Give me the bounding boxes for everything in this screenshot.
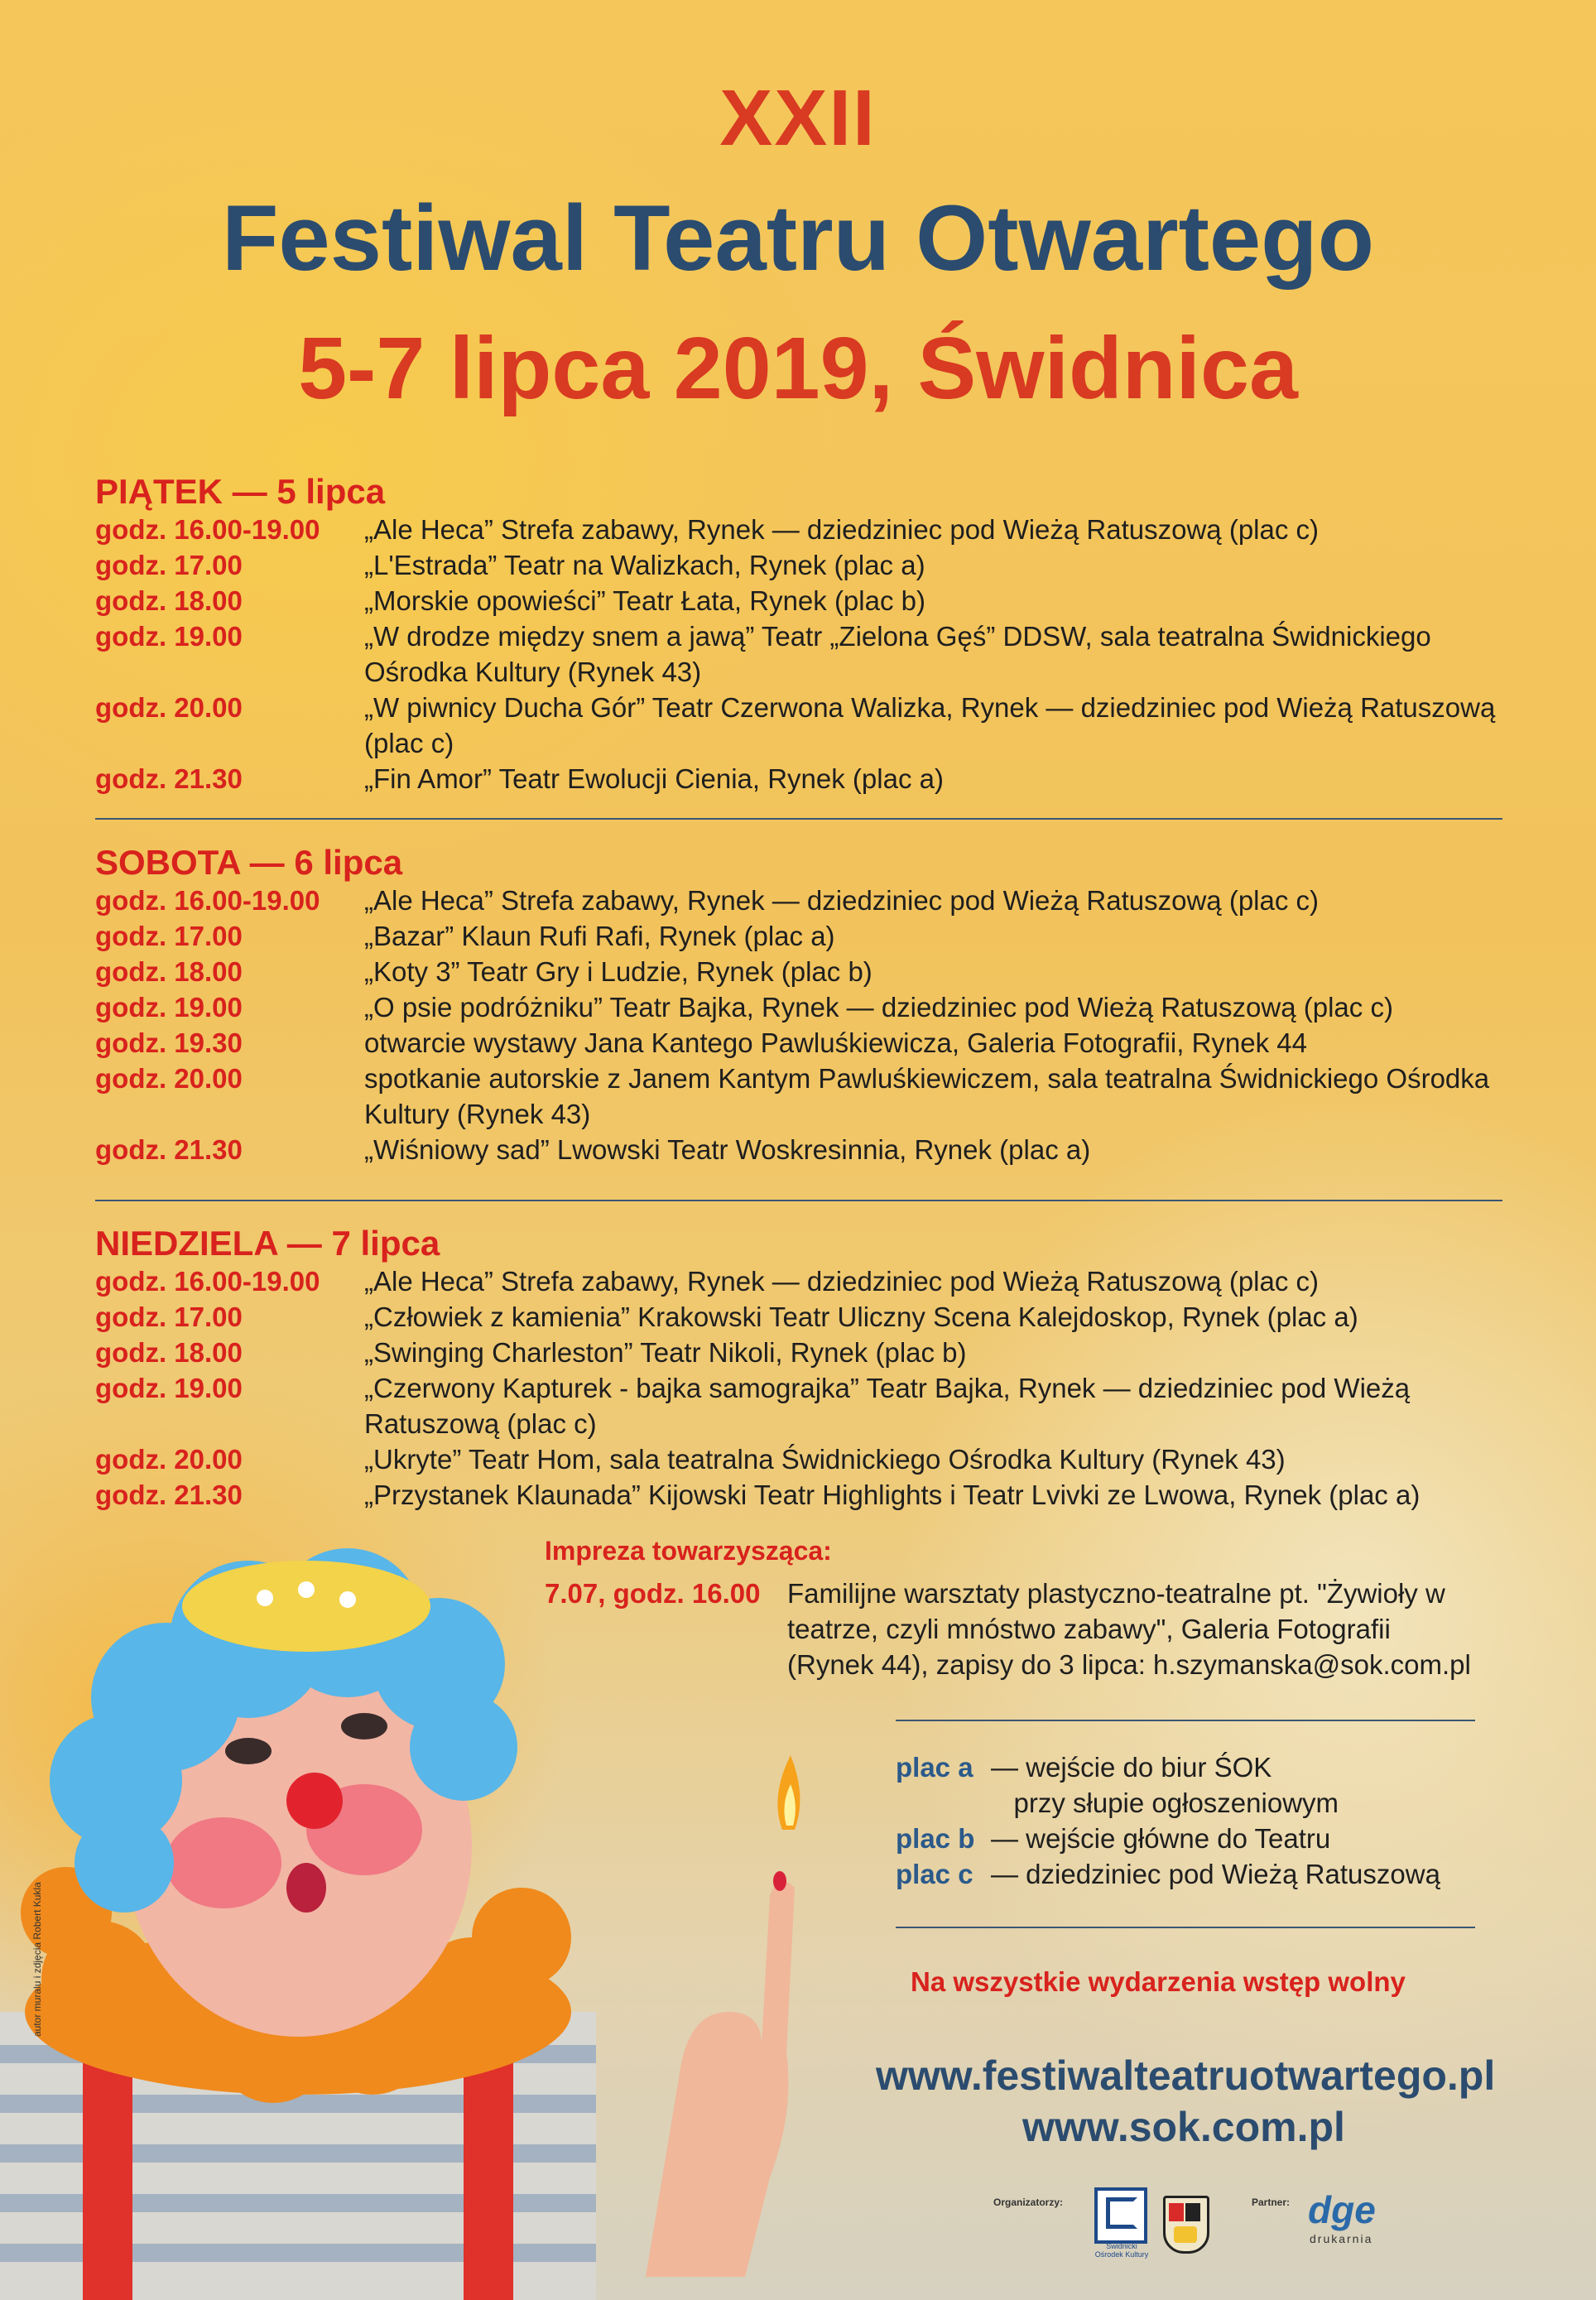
festival-title: Festiwal Teatru Otwartego: [222, 186, 1374, 290]
place-label: plac a: [896, 1752, 973, 1783]
event-desc: „Fin Amor” Teatr Ewolucji Cienia, Rynek (plac a): [364, 763, 944, 794]
event-time: godz. 19.00: [95, 621, 243, 652]
partner-logo: dge: [1308, 2188, 1376, 2231]
event-row: [95, 1132, 1502, 1167]
places-divider-top: [896, 1720, 1475, 1721]
event-desc: „O psie podróżniku” Teatr Bajka, Rynek — dziedziniec pod Wieżą Ratuszową (plac c): [364, 992, 1393, 1022]
event-time: godz. 17.00: [95, 550, 243, 580]
day-title: SOBOTA — 6 lipca: [95, 843, 403, 882]
event-desc: „Ale Heca” Strefa zabawy, Rynek — dziedziniec pod Wieżą Ratuszową (plac c): [364, 885, 1320, 916]
clown-mouth: [286, 1863, 326, 1913]
side-event-desc: Familijne warsztaty plastyczno-teatralne pt. "Żywioły w teatrze, czyli mnóstwo zabawy", Galeria Fotografii (Rynek 44), zapisy do 3 lipca: h.szymanska@sok.com.pl: [787, 1578, 1471, 1680]
city-coat-of-arms-logo: [1163, 2196, 1209, 2254]
place-label: plac c: [896, 1859, 973, 1889]
event-row: [95, 1061, 1502, 1132]
organizers-label: Organizatorzy:: [993, 2197, 1064, 2208]
photo-credit: autor muralu i zdjęcia Robert Kukla: [31, 1882, 43, 2037]
event-row: [95, 918, 1502, 954]
free-entry-notice: Na wszystkie wydarzenia wstęp wolny: [911, 1966, 1406, 1997]
side-event-row: [545, 1576, 1474, 1682]
event-row: [95, 583, 1502, 618]
event-row: [95, 883, 1502, 918]
partner-label: Partner:: [1252, 2197, 1291, 2208]
clown-nose: [286, 1773, 343, 1829]
day-saturday: [95, 844, 1502, 1167]
event-desc: „L'Estrada” Teatr na Walizkach, Rynek (plac a): [364, 550, 925, 580]
event-desc: otwarcie wystawy Jana Kantego Pawluśkiewicza, Galeria Fotografii, Rynek 44: [364, 1027, 1308, 1058]
event-time: godz. 16.00-19.00: [95, 1266, 320, 1297]
event-time: godz. 18.00: [95, 1337, 243, 1368]
event-row: [95, 761, 1502, 796]
partner-logo-sub: drukarnia: [1310, 2232, 1373, 2245]
event-time: godz. 17.00: [95, 1302, 243, 1332]
section-divider: [95, 818, 1502, 820]
day-title: NIEDZIELA — 7 lipca: [95, 1224, 440, 1263]
event-row: [95, 1025, 1502, 1061]
event-time: godz. 19.00: [95, 992, 243, 1022]
website-sok-link[interactable]: www.sok.com.pl: [1022, 2104, 1345, 2150]
event-time: godz. 20.00: [95, 1444, 243, 1475]
event-desc: „Koty 3” Teatr Gry i Ludzie, Rynek (plac b): [364, 956, 873, 987]
sok-logo-text: Świdnicki Ośrodek Kultury: [1094, 2242, 1149, 2259]
event-row: [95, 547, 1502, 583]
places-divider-bottom: [896, 1927, 1475, 1928]
event-row: [95, 690, 1502, 761]
festival-dates: 5-7 lipca 2019, Świdnica: [298, 320, 1298, 417]
clown-eye: [225, 1738, 272, 1764]
section-divider: [95, 1200, 1502, 1201]
event-desc: „Przystanek Klaunada” Kijowski Teatr Highlights i Teatr Lvivki ze Lwowa, Rynek (plac a): [364, 1480, 1421, 1510]
event-desc: „Ale Heca” Strefa zabawy, Rynek — dziedziniec pod Wieżą Ratuszową (plac c): [364, 514, 1320, 545]
hat-dot: [339, 1591, 356, 1608]
event-time: godz. 20.00: [95, 1063, 243, 1094]
event-row: [95, 618, 1502, 690]
clown-hand: [646, 1871, 795, 2277]
event-row: [95, 954, 1502, 989]
coat-gold-field: [1174, 2226, 1197, 2243]
coat-red-field: [1169, 2203, 1184, 2221]
hat-dot: [298, 1581, 315, 1598]
event-desc: „W piwnicy Ducha Gór” Teatr Czerwona Walizka, Rynek — dziedziniec pod Wieżą Ratuszową (plac c): [364, 692, 1496, 758]
event-time: godz. 16.00-19.00: [95, 885, 320, 916]
event-row: [95, 989, 1502, 1025]
place-row: [896, 1856, 1440, 1892]
side-event-title: Impreza towarzysząca:: [545, 1536, 832, 1566]
event-time: godz. 19.00: [95, 1373, 243, 1403]
event-time: godz. 17.00: [95, 921, 243, 951]
sok-logo: [1094, 2187, 1149, 2259]
event-row: [95, 1477, 1502, 1513]
coat-black-field: [1185, 2203, 1200, 2221]
place-label: plac b: [896, 1823, 975, 1854]
event-desc: „Morskie opowieści” Teatr Łata, Rynek (plac b): [364, 585, 925, 616]
event-time: godz. 20.00: [95, 692, 243, 723]
event-time: godz. 18.00: [95, 585, 243, 616]
event-desc: „Człowiek z kamienia” Krakowski Teatr Uliczny Scena Kalejdoskop, Rynek (plac a): [364, 1302, 1358, 1332]
place-desc: — wejście główne do Teatru: [991, 1823, 1331, 1854]
event-time: godz. 16.00-19.00: [95, 514, 320, 545]
day-friday: [95, 474, 1502, 796]
event-row: [95, 1441, 1502, 1477]
place-row: [896, 1749, 1440, 1821]
place-desc: — dziedziniec pod Wieżą Ratuszową: [991, 1859, 1440, 1889]
event-desc: „Bazar” Klaun Rufi Rafi, Rynek (plac a): [364, 921, 835, 951]
event-desc: „Ukryte” Teatr Hom, sala teatralna Świdnickiego Ośrodka Kultury (Rynek 43): [364, 1444, 1286, 1475]
clown-suspender-right: [464, 2045, 513, 2300]
event-desc: spotkanie autorskie z Janem Kantym Pawluśkiewiczem, sala teatralna Świdnickiego Ośrodka Kultury (Rynek 43): [364, 1063, 1490, 1129]
event-desc: „Czerwony Kapturek - bajka samograjka” Teatr Bajka, Rynek — dziedziniec pod Wieżą Ratuszową (plac c): [364, 1373, 1411, 1439]
clown-cheek: [166, 1817, 281, 1908]
event-desc: „W drodze między snem a jawą” Teatr „Zielona Gęś” DDSW, sala teatralna Świdnickiego Ośrodka Kultury (Rynek 43): [364, 621, 1431, 687]
website-festival-link[interactable]: www.festiwalteatruotwartego.pl: [876, 2052, 1496, 2099]
event-time: godz. 21.30: [95, 1480, 243, 1510]
hat-dot: [257, 1590, 273, 1606]
event-row: [95, 1263, 1502, 1299]
event-time: godz. 19.30: [95, 1027, 243, 1058]
day-title: PIĄTEK — 5 lipca: [95, 472, 386, 511]
event-row: [95, 1370, 1502, 1441]
place-row: [896, 1821, 1440, 1856]
sok-logo-mark: [1106, 2197, 1137, 2229]
event-time: godz. 18.00: [95, 956, 243, 987]
event-row: [95, 1335, 1502, 1370]
festival-edition: XXII: [719, 74, 877, 162]
event-row: [95, 1299, 1502, 1335]
event-desc: „Ale Heca” Strefa zabawy, Rynek — dziedziniec pod Wieżą Ratuszową (plac c): [364, 1266, 1320, 1297]
event-desc: „Swinging Charleston” Teatr Nikoli, Rynek (plac b): [364, 1337, 967, 1368]
event-time: godz. 21.30: [95, 763, 243, 794]
event-time: godz. 21.30: [95, 1134, 243, 1165]
day-sunday: [95, 1225, 1502, 1513]
clown-suspender-left: [83, 2045, 132, 2300]
clown-hat: [182, 1561, 430, 1652]
event-row: [95, 512, 1502, 547]
place-desc: — wejście do biur ŚOK przy słupie ogłoszeniowym: [991, 1752, 1339, 1818]
places-legend: [896, 1749, 1440, 1892]
side-event-time: 7.07, godz. 16.00: [545, 1578, 761, 1609]
event-desc: „Wiśniowy sad” Lwowski Teatr Woskresinnia, Rynek (plac a): [364, 1134, 1091, 1165]
clown-eye: [341, 1713, 387, 1739]
